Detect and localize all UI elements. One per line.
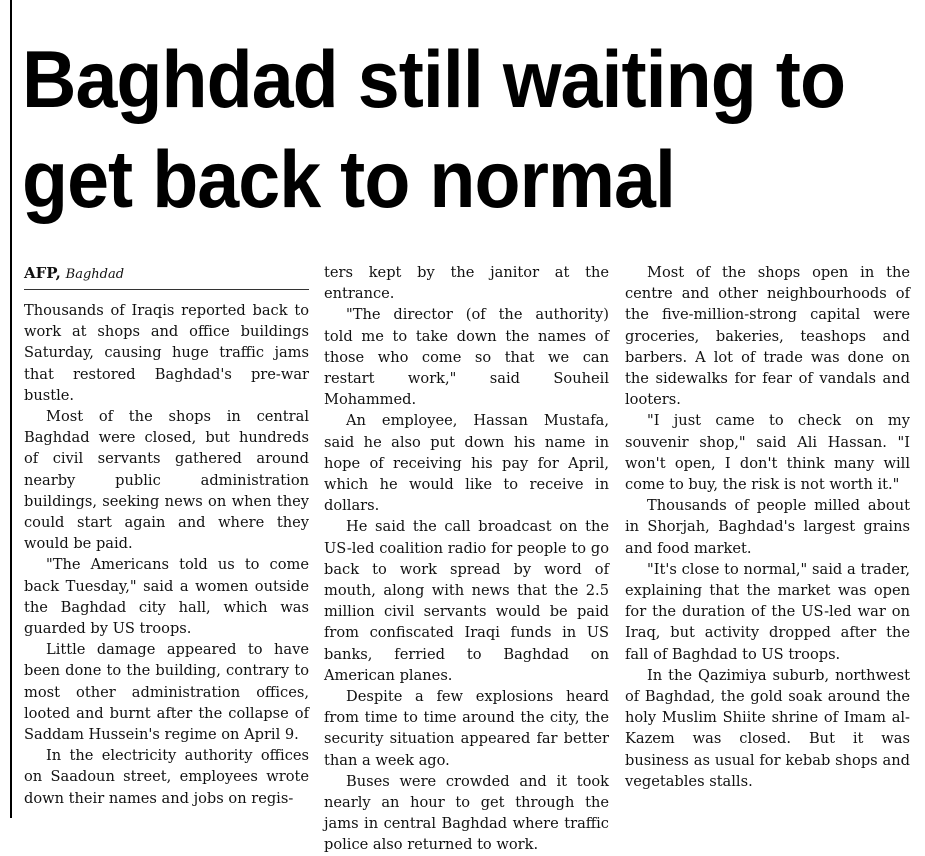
- paragraph: In the Qazimiya suburb, northwest of Baghdad, the gold soak around the holy Muslim Shiite shrine of Imam al-Kazem was closed. But it was business as usual for kebab shops and vegetables stalls.: [625, 666, 910, 790]
- paragraph: "It's close to normal," said a trader, explaining that the market was open for the duration of the US-led war on Iraq, but activity dropped after the fall of Baghdad to US troops.: [625, 560, 910, 663]
- paragraph: Most of the shops in central Baghdad were closed, but hundreds of civil servants gathered around nearby public administration buildings, seeking news on when they could start again and where they would be paid.: [24, 408, 309, 553]
- article-column-3: [625, 262, 910, 792]
- headline: [22, 30, 859, 230]
- paragraph: "I just came to check on my souvenir shop," said Ali Hassan. "I won't open, I don't think many will come to buy, the risk is not worth it.": [625, 412, 910, 494]
- byline-place: Baghdad: [65, 267, 125, 282]
- article-column-1: [24, 262, 309, 809]
- paragraph: In the electricity authority offices on Saadoun street, employees wrote down their names and jobs on regis-: [24, 747, 309, 807]
- byline: [24, 262, 309, 290]
- headline-line-1: Baghdad still waiting to: [22, 35, 846, 125]
- paragraph: "The Americans told us to come back Tuesday," said a women outside the Baghdad city hall, which was guarded by US troops.: [24, 556, 309, 638]
- paragraph: Thousands of Iraqis reported back to work at shops and office buildings Saturday, causing huge traffic jams that restored Baghdad's pre-war bustle.: [24, 302, 309, 404]
- paragraph: "The director (of the authority) told me to take down the names of those who come so that we can restart work," said Souheil Mohammed.: [324, 306, 609, 409]
- paragraph: Despite a few explosions heard from time to time around the city, the security situation appeared far better than a week ago.: [324, 688, 609, 769]
- byline-agency: AFP,: [24, 264, 61, 282]
- paragraph: Little damage appeared to have been done to the building, contrary to most other administration offices, looted and burnt after the collapse of Saddam Hussein's regime on April 9.: [24, 641, 309, 744]
- paragraph: Most of the shops open in the centre and other neighbourhoods of the five-million-strong capital were groceries, bakeries, teashops and barbers. A lot of trade was done on the sidewalks for fear of vandals and looters.: [625, 264, 910, 409]
- paragraph: He said the call broadcast on the US-led coalition radio for people to go back to work spread by word of mouth, along with news that the 2.5 million civil servants would be paid from confiscated Iraqi funds in US banks, ferried to Baghdad on American planes.: [324, 518, 609, 684]
- paragraph: Thousands of people milled about in Shorjah, Baghdad's largest grains and food market.: [625, 497, 910, 557]
- paragraph: Buses were crowded and it took nearly an hour to get through the jams in central Baghdad where traffic police also returned to work.: [324, 772, 609, 854]
- paragraph: An employee, Hassan Mustafa, said he also put down his name in hope of receiving his pay for April, which he would like to receive in dollars.: [324, 412, 609, 515]
- column-rule: [10, 0, 12, 818]
- headline-line-2: get back to normal: [22, 135, 675, 225]
- article-column-2: [324, 262, 609, 856]
- paragraph: ters kept by the janitor at the entrance.: [324, 264, 609, 303]
